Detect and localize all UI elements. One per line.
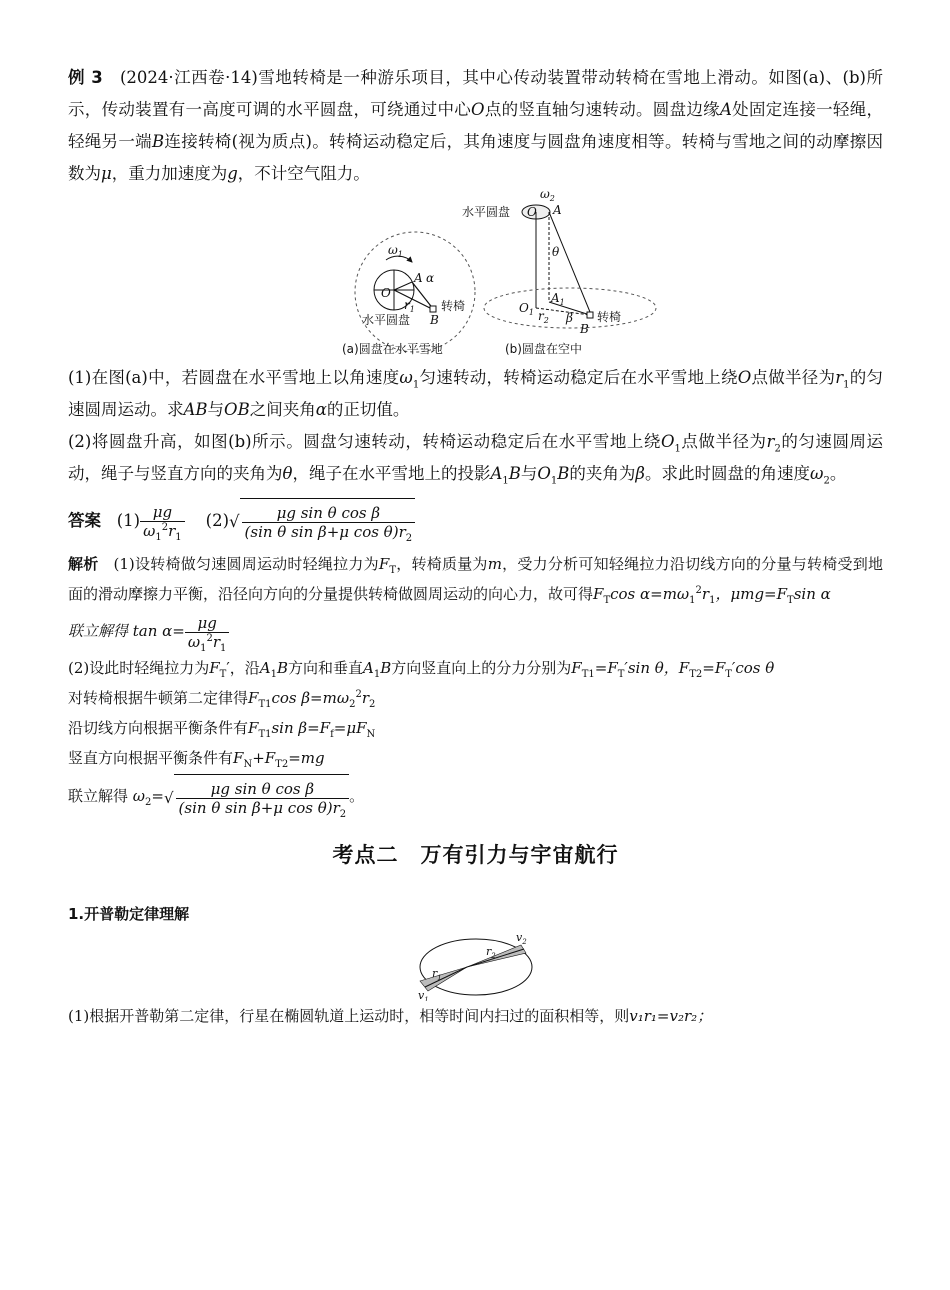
fig-b-theta: θ	[552, 245, 560, 259]
fig-b-disk-label: 水平圆盘	[462, 205, 511, 219]
kepler-v2: $v_2$	[516, 930, 527, 946]
analysis-label: 解析	[68, 555, 99, 573]
kepler-figure	[68, 929, 883, 1001]
fig-a-O: O	[381, 286, 391, 300]
fig-b-r2: $r_2$	[538, 309, 549, 325]
section-title: 考点二 万有引力与宇宙航行	[332, 842, 619, 867]
fig-a-B: B	[430, 313, 439, 327]
question-1: (1)在图(a)中，若圆盘在水平雪地上以角速度$\omega_1$匀速转动，转椅运动稳定后在水平雪地上绕O点做半径为$r_1$的匀速圆周运动。求AB与OB之间夹角α的正切值。	[68, 368, 884, 419]
fig-a-A: A	[414, 271, 423, 285]
example-label: 例 3	[68, 68, 103, 87]
fig-b-chair-label: 转椅	[597, 310, 622, 324]
fig-b-O1: $O_1$	[519, 301, 534, 317]
rotating-chair-diagram	[68, 190, 883, 362]
kepler-r2: $r_2$	[486, 944, 496, 960]
example-figure	[68, 190, 883, 362]
ellipse-orbit-diagram	[68, 929, 883, 1001]
analysis-2: (2)设此时轻绳拉力为$F_T'$，沿$A_1B$方向和垂直$A_1B$方向竖直向上的分力分别为$F_{T1}=F_T'\sin$ θ，$F_{T2}=F_T'\cos$ θ	[68, 659, 775, 680]
fig-a-alpha: α	[426, 271, 435, 285]
fig-b-A: A	[553, 203, 562, 217]
answer-2-sqrt: √ $\frac{\text{μg sin θ cos β}}{(\sin \theta \sin \beta+\mu \cos \theta)r_2}$	[229, 498, 415, 545]
fig-b-omega: $\omega_2$	[540, 190, 555, 203]
kepler-v1: $v_1$	[418, 988, 429, 1001]
fig-b-beta: β	[566, 311, 573, 325]
fig-a-r1: $r_1$	[404, 298, 415, 314]
fig-b-B: B	[580, 322, 589, 336]
analysis-1: 解析 (1)设转椅做匀速圆周运动时轻绳拉力为$F_T$，转椅质量为m，受力分析可知轻绳拉力沿切线方向的分量与转椅受到地面的滑动摩擦力平衡，沿径向方向的分量提供转椅做圆周运动的向心力，故可得$F_T\cos$ $\alpha=m\omega_1^2r_1$，$\mu mg=F_T\sin$ α	[68, 555, 883, 606]
solve-2-sqrt: √ $\frac{\text{μg sin θ cos β}}{(\sin \theta \sin \beta+\mu \cos \theta)r_2}$	[164, 774, 349, 821]
answer-1-fraction: $\frac{\mu g}{\omega_1^2r_1}$	[140, 503, 185, 540]
page	[68, 62, 883, 1031]
answer-label: 答案	[68, 511, 101, 530]
fig-a-caption: (a)圆盘在水平雪地	[342, 342, 443, 356]
analysis-solve-2: 联立解得 $\omega_2=√$ $\frac{\text{μg sin θ cos β}}{(\sin \theta \sin \beta+\mu \cos \theta)r_2}$ 。	[68, 773, 883, 821]
fig-b-A1: $A_1$	[551, 291, 565, 307]
analysis-solve-1: 联立解得 tan α= $\frac{\mu g}{\omega_1^2r_1}$	[68, 609, 883, 653]
question-2: (2)将圆盘升高，如图(b)所示。圆盘匀速转动，转椅运动稳定后在水平雪地上绕$O_1$点做半径为$r_2$的匀速圆周运动，绳子与竖直方向的夹角为θ，绳子在水平雪地上的投影$A_1B$与$O_1B$的夹角为β。求此时圆盘的角速度$\omega_2$。	[68, 432, 884, 487]
analysis-5: 竖直方向根据平衡条件有$F_N+F_{T2}=mg$	[68, 749, 325, 770]
fig-a-omega: $\omega_1$	[388, 243, 403, 259]
analysis-3: 对转椅根据牛顿第二定律得$F_{T1}\cos$ $\beta=m\omega_2^2r_2$	[68, 689, 376, 710]
kepler-law-2: (1)根据开普勒第二定律，行星在椭圆轨道上运动时，相等时间内扫过的面积相等，则v₁r₁=v₂r₂；	[68, 1006, 713, 1025]
fig-a-disk-label: 水平圆盘	[362, 313, 411, 327]
fig-b-O: O	[527, 205, 537, 219]
fig-a-chair-label: 转椅	[441, 299, 466, 313]
kepler-r1: $r_1$	[432, 966, 442, 982]
kepler-heading: 1.开普勒定律理解	[68, 904, 190, 923]
example-intro: 例 3 (2024·江西卷·14)雪地转椅是一种游乐项目，其中心传动装置带动转椅在雪地上滑动。如图(a)、(b)所示，传动装置有一高度可调的水平圆盘，可绕通过中心O点的竖直轴匀速转动。圆盘边缘A处固定连接一轻绳，轻绳另一端B连接转椅(视为质点)。转椅运动稳定后，其角速度与圆盘角速度相等。转椅与雪地之间的动摩擦因数为μ，重力加速度为g，不计空气阻力。	[68, 68, 884, 183]
fig-b-caption: (b)圆盘在空中	[505, 342, 582, 356]
analysis-4: 沿切线方向根据平衡条件有$F_{T1}\sin$ $\beta=F_f=\mu F_N$	[68, 719, 376, 740]
answer-block: 答案 (1) $\frac{\mu g}{\omega_1^2r_1}$ (2)√ $\frac{\text{μg sin θ cos β}}{(\sin \theta \sin \beta+\mu \cos \theta)r_2}$	[68, 498, 883, 545]
